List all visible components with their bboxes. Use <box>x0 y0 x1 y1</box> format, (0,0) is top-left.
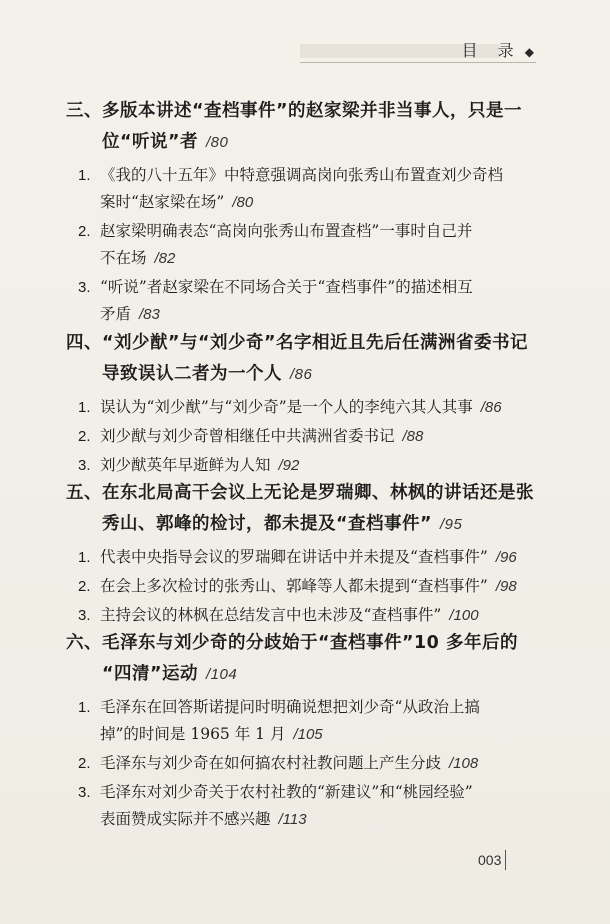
page-number: /104 <box>206 666 238 683</box>
running-head <box>462 38 536 61</box>
page-number: /80 <box>232 194 254 211</box>
toc-section-4 <box>66 328 536 481</box>
item-text: 不在场 <box>100 249 147 267</box>
section-title-line: 四、“刘少猷”与“刘少奇”名字相近且先后任满洲省委书记 <box>66 333 529 353</box>
toc-item <box>66 394 536 421</box>
item-number: 3. <box>78 279 91 296</box>
item-number: 3. <box>78 457 91 474</box>
item-number: 1. <box>78 167 91 184</box>
page-number: /86 <box>480 399 502 416</box>
page-number: /108 <box>449 755 479 772</box>
item-text: 在会上多次检讨的张秀山、郭峰等人都未提到“查档事件” <box>100 577 488 595</box>
item-text: 代表中央指导会议的罗瑞卿在讲话中并未提及“查档事件” <box>100 548 488 566</box>
item-text: 案时“赵家梁在场” <box>100 193 225 211</box>
page-number: /100 <box>449 607 479 624</box>
section-title-line: “四清”运动 <box>102 664 199 684</box>
item-text: 刘少猷与刘少奇曾相继任中共满洲省委书记 <box>100 427 395 445</box>
item-text: 毛泽东在回答斯诺提问时明确说想把刘少奇“从政治上搞 <box>100 698 480 716</box>
toc-section-6 <box>66 628 536 835</box>
page-number: /80 <box>206 134 229 151</box>
item-number: 2. <box>78 755 91 772</box>
item-text: 掉”的时间是 1965 年 1 月 <box>100 725 286 743</box>
item-number: 2. <box>78 223 91 240</box>
page-number: /95 <box>440 516 463 533</box>
item-text: 主持会议的林枫在总结发言中也未涉及“查档事件” <box>100 606 442 624</box>
diamond-icon: ◆ <box>524 45 536 59</box>
section-title <box>66 96 536 158</box>
page-number: /98 <box>495 578 517 595</box>
section-title <box>66 478 536 540</box>
item-text: “听说”者赵家梁在不同场合关于“查档事件”的描述相互 <box>100 278 473 296</box>
section-title <box>66 628 536 690</box>
toc-item <box>66 573 536 600</box>
item-text: 刘少猷英年早逝鲜为人知 <box>100 456 271 474</box>
toc-section-3 <box>66 96 536 330</box>
toc-item <box>66 544 536 571</box>
item-number: 2. <box>78 428 91 445</box>
page-number: /86 <box>290 366 313 383</box>
item-text: 《我的八十五年》中特意强调高岗向张秀山布置查刘少奇档 <box>100 166 504 184</box>
section-title-line: 三、多版本讲述“查档事件”的赵家梁并非当事人，只是一 <box>66 101 523 121</box>
toc-item <box>66 218 536 272</box>
toc-item <box>66 452 536 479</box>
folio-divider <box>505 850 506 870</box>
toc-item <box>66 750 536 777</box>
section-title-line: 导致误认二者为一个人 <box>102 364 282 384</box>
item-number: 3. <box>78 784 91 801</box>
item-number: 3. <box>78 607 91 624</box>
page-number: /92 <box>278 457 300 474</box>
item-text: 赵家梁明确表态“高岗向张秀山布置查档”一事时自己并 <box>100 222 473 240</box>
section-title-line: 位“听说”者 <box>102 132 199 152</box>
page-number: /82 <box>154 250 176 267</box>
toc-item <box>66 602 536 629</box>
toc-item <box>66 423 536 450</box>
toc-item <box>66 274 536 328</box>
item-text: 矛盾 <box>100 305 132 323</box>
item-number: 1. <box>78 549 91 566</box>
page-number: /113 <box>278 811 307 828</box>
item-number: 2. <box>78 578 91 595</box>
toc-item <box>66 162 536 216</box>
section-title-line: 六、毛泽东与刘少奇的分歧始于“查档事件”10 多年后的 <box>66 633 518 653</box>
running-head-title: 目 录 <box>461 41 516 60</box>
section-title <box>66 328 536 390</box>
page-number: /88 <box>402 428 424 445</box>
section-title-line: 秀山、郭峰的检讨，都未提及“查档事件” <box>102 514 433 534</box>
item-text: 毛泽东对刘少奇关于农村社教的“新建议”和“桃园经验” <box>100 783 473 801</box>
toc-item <box>66 694 536 748</box>
page-number: /83 <box>139 306 160 323</box>
page-number: /96 <box>495 549 517 566</box>
item-number: 1. <box>78 699 91 716</box>
header-rule <box>300 62 536 63</box>
item-text: 毛泽东与刘少奇在如何搞农村社教问题上产生分歧 <box>100 754 442 772</box>
section-title-line: 五、在东北局高干会议上无论是罗瑞卿、林枫的讲话还是张 <box>66 483 534 503</box>
item-text: 误认为“刘少猷”与“刘少奇”是一个人的李纯六其人其事 <box>100 398 473 416</box>
folio-page-number: 003 <box>478 852 502 868</box>
item-number: 1. <box>78 399 91 416</box>
item-text: 表面赞成实际并不感兴趣 <box>100 810 271 828</box>
toc-item <box>66 779 536 833</box>
page-number: /105 <box>293 726 323 743</box>
toc-section-5 <box>66 478 536 631</box>
